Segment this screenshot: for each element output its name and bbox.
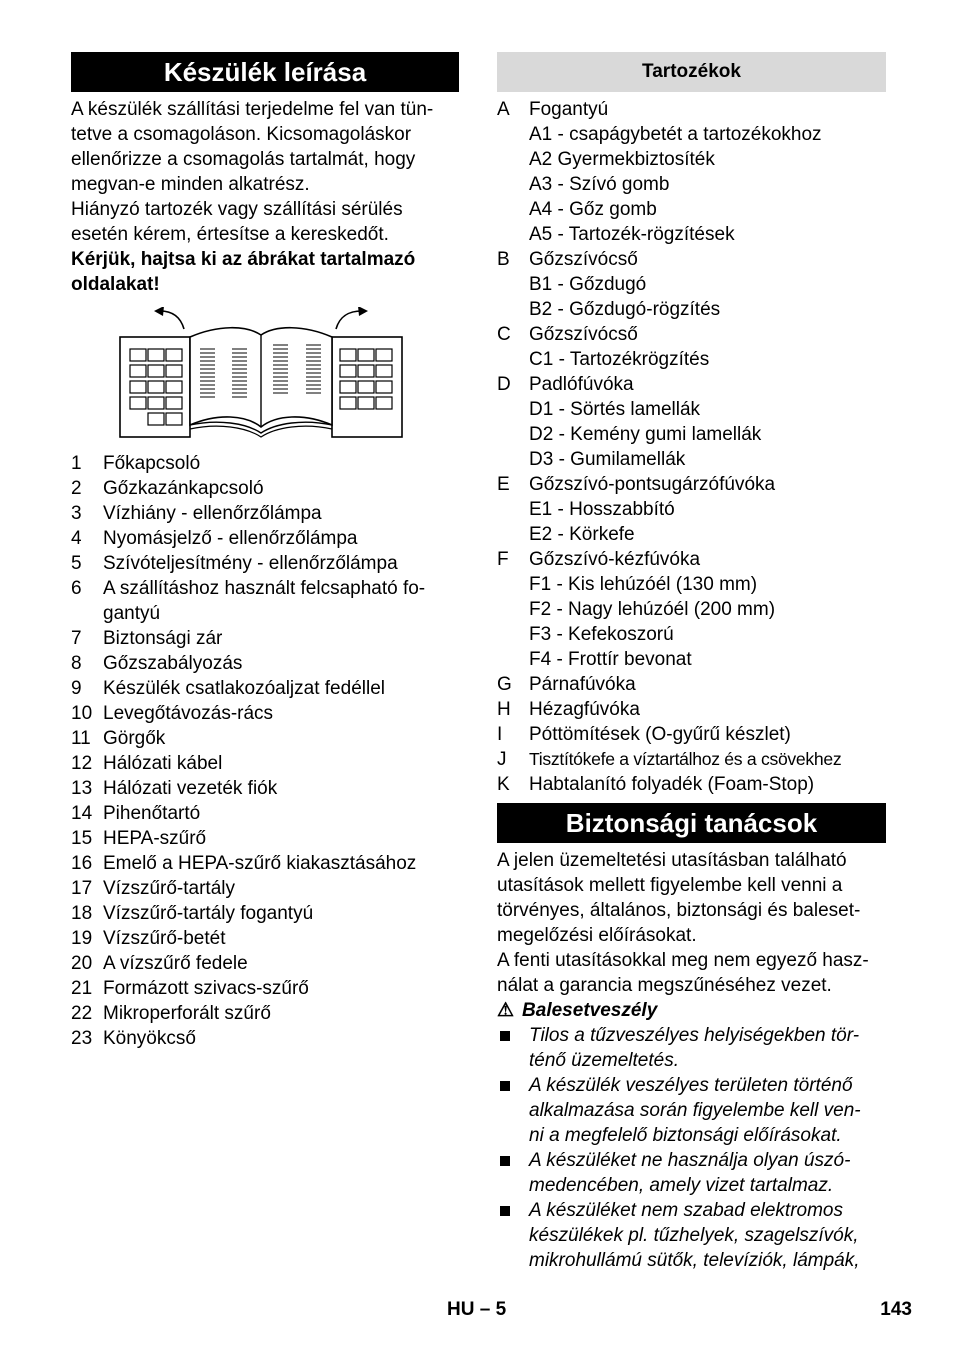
list-subitem: F3 - Kefekoszorú (529, 624, 674, 645)
device-parts-list (71, 451, 459, 1051)
square-bullet-icon (500, 1156, 510, 1166)
intro-line: Hiányzó tartozék vagy szállítási sérülés (71, 199, 403, 220)
list-item: 22 Mikroperforált szűrő (71, 1003, 271, 1024)
intro-line: ellenőrizze a csomagolás tartalmát, hogy (71, 149, 416, 170)
section-heading-safety: Biztonsági tanácsok (497, 803, 886, 843)
list-item: 8 Gőzszabályozás (71, 653, 243, 674)
list-item: G Párnafúvóka (497, 674, 636, 695)
safety-line: törvényes, általános, biztonsági és baleset- (497, 900, 861, 921)
safety-line: nálat a garancia megszűnéséhez vezet. (497, 975, 832, 996)
list-item: 21 Formázott szivacs-szűrő (71, 978, 309, 999)
list-item: D Padlófúvóka (497, 374, 634, 395)
square-bullet-icon (500, 1031, 510, 1041)
list-subitem: D1 - Sörtés lamellák (529, 399, 701, 420)
bullet-item: A készüléket ne használja olyan úszó- medencében, amely vizet tartalmaz. (497, 1148, 886, 1198)
bullet-item: Tilos a tűzveszélyes helyiségekben tör- ténő üzemeltetés. (497, 1023, 886, 1073)
fold-out-pages-illustration (118, 307, 459, 443)
list-item: 16 Emelő a HEPA-szűrő kiakasztásához (71, 853, 417, 874)
safety-line: utasítások mellett figyelembe kell venni a (497, 875, 843, 896)
list-item: 2 Gőzkazánkapcsoló (71, 478, 264, 499)
page-number: 143 (880, 1299, 912, 1320)
intro-line: A készülék szállítási terjedelme fel van tün- (71, 99, 434, 120)
list-subitem: F1 - Kis lehúzóél (130 mm) (529, 574, 758, 595)
safety-line: megelőzési előírásokat. (497, 925, 697, 946)
intro-line: tetve a csomagoláson. Kicsomagoláskor (71, 124, 412, 145)
list-item: 13 Hálózati vezeték fiók (71, 778, 278, 799)
fold-out-note: Kérjük, hajtsa ki az ábrákat tartalmazó (71, 249, 416, 270)
bullet-item: A készülék veszélyes területen történő alkalmazása során figyelembe kell ven- ni a megfelelő biztonsági előírásokat. (497, 1073, 886, 1148)
list-item: 10 Levegőtávozás-rács (71, 703, 274, 724)
danger-heading: ⚠ Balesetveszély (497, 1000, 658, 1021)
list-item: 19 Vízszűrő-betét (71, 928, 226, 949)
list-subitem: D2 - Kemény gumi lamellák (529, 424, 762, 445)
intro-text (71, 97, 459, 297)
warning-triangle-icon: ⚠ (497, 1000, 515, 1021)
list-item: 15 HEPA-szűrő (71, 828, 207, 849)
accessories-list (497, 97, 886, 797)
left-column (71, 52, 459, 1051)
square-bullet-icon (500, 1206, 510, 1216)
list-subitem: B1 - Gőzdugó (529, 274, 647, 295)
intro-line: esetén kérem, értesítse a kereskedőt. (71, 224, 389, 245)
list-subitem: F2 - Nagy lehúzóél (200 mm) (529, 599, 776, 620)
list-item: 14 Pihenőtartó (71, 803, 201, 824)
list-item: J Tisztítókefe a víztartálhoz és a csövekhez (497, 749, 842, 770)
safety-intro (497, 848, 886, 998)
list-subitem: E1 - Hosszabbító (529, 499, 675, 520)
open-book-icon (118, 307, 408, 443)
list-subitem: A3 - Szívó gomb (529, 174, 670, 195)
list-item: 1 Főkapcsoló (71, 453, 201, 474)
list-item: 18 Vízszűrő-tartály fogantyú (71, 903, 314, 924)
list-item: C Gőzszívócső (497, 324, 638, 345)
list-subitem: E2 - Körkefe (529, 524, 635, 545)
section-heading-accessories: Tartozékok (497, 52, 886, 92)
list-item: I Póttömítések (O-gyűrű készlet) (497, 724, 791, 745)
list-item: 9 Készülék csatlakozóaljzat fedéllel (71, 678, 385, 699)
intro-line: megvan-e minden alkatrész. (71, 174, 310, 195)
list-subitem: C1 - Tartozékrögzítés (529, 349, 710, 370)
list-item: 4 Nyomásjelző - ellenőrzőlámpa (71, 528, 358, 549)
list-subitem: A2 Gyermekbiztosíték (529, 149, 715, 170)
list-subitem: F4 - Frottír bevonat (529, 649, 692, 670)
list-item: 6 A szállításhoz használt felcsapható fo- gantyú (71, 578, 426, 624)
list-subitem: A4 - Gőz gomb (529, 199, 657, 220)
list-item: 3 Vízhiány - ellenőrzőlámpa (71, 503, 322, 524)
list-item: 12 Hálózati kábel (71, 753, 223, 774)
page-section-label: HU – 5 (447, 1299, 507, 1320)
list-subitem: A5 - Tartozék-rögzítések (529, 224, 735, 245)
safety-bullets (497, 1023, 886, 1273)
list-item: A Fogantyú (497, 99, 609, 120)
list-subitem: A1 - csapágybetét a tartozékokhoz (529, 124, 822, 145)
section-heading-device-description: Készülék leírása (71, 52, 459, 92)
right-column (497, 52, 886, 1273)
fold-out-note: oldalakat! (71, 274, 160, 295)
list-item: 11 Görgők (71, 728, 166, 749)
bullet-item: A készüléket nem szabad elektromos készülékek pl. tűzhelyek, szagelszívók, mikrohullámú sütők, televíziók, lámpák, (497, 1198, 886, 1273)
list-item: 5 Szívóteljesítmény - ellenőrzőlámpa (71, 553, 398, 574)
list-item: E Gőzszívó-pontsugárzófúvóka (497, 474, 776, 495)
list-item: H Hézagfúvóka (497, 699, 640, 720)
list-item: B Gőzszívócső (497, 249, 638, 270)
safety-line: A jelen üzemeltetési utasításban található (497, 850, 847, 871)
list-item: 17 Vízszűrő-tartály (71, 878, 235, 899)
list-subitem: B2 - Gőzdugó-rögzítés (529, 299, 721, 320)
list-item: 20 A vízszűrő fedele (71, 953, 248, 974)
list-item: 7 Biztonsági zár (71, 628, 223, 649)
list-item: 23 Könyökcső (71, 1028, 196, 1049)
square-bullet-icon (500, 1081, 510, 1091)
list-item: F Gőzszívó-kézfúvóka (497, 549, 701, 570)
list-item: K Habtalanító folyadék (Foam-Stop) (497, 774, 815, 795)
safety-line: A fenti utasításokkal meg nem egyező hasz- (497, 950, 869, 971)
list-subitem: D3 - Gumilamellák (529, 449, 686, 470)
